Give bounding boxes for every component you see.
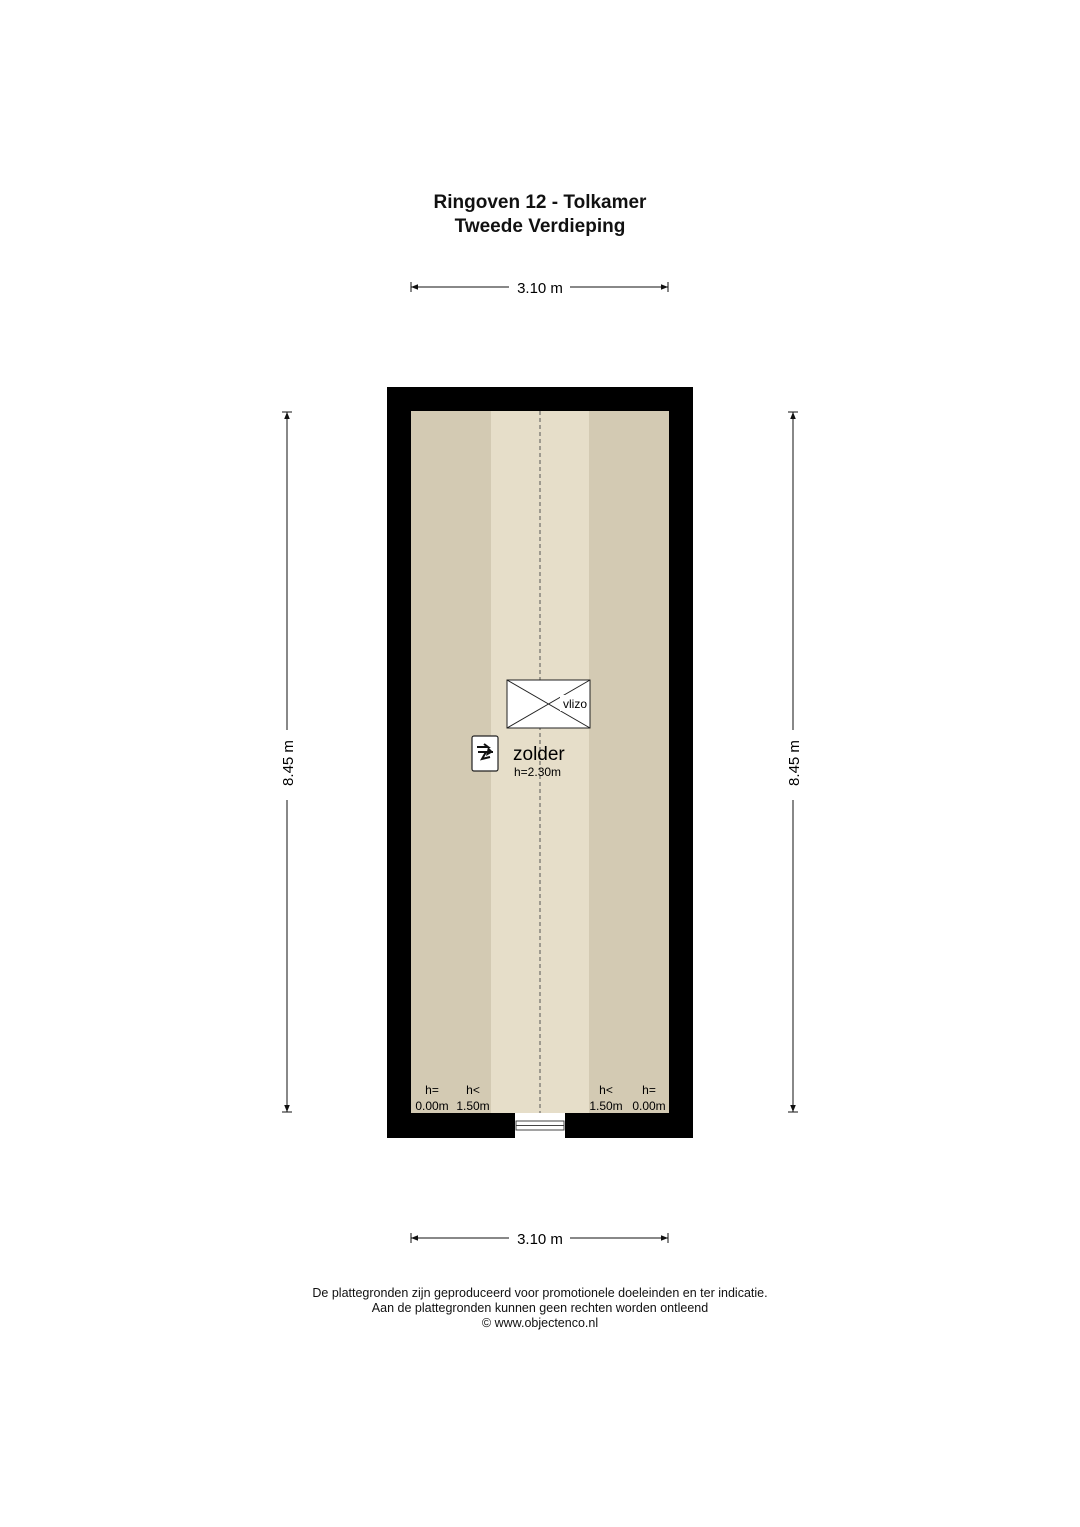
height-marker-prefix: h= [425,1083,439,1097]
height-marker-value: 0.00m [415,1099,449,1113]
dimension-bottom-label: 3.10 m [517,1231,563,1248]
height-marker-prefix: h< [466,1083,480,1097]
room-height: h=2.30m [514,765,562,779]
dimension-top-label: 3.10 m [517,280,563,297]
stair-direction-icon [472,736,498,771]
attic-hatch [507,680,590,728]
height-marker-value: 1.50m [456,1099,490,1113]
disclaimer-line: Aan de plattegronden kunnen geen rechten worden ontleend [371,1301,709,1315]
room-name: zolder [513,744,565,765]
height-marker-value: 1.50m [589,1099,623,1113]
dimension-top [411,280,668,297]
plan-title: Ringoven 12 - Tolkamer [433,192,647,213]
dimension-left-label: 8.45 m [280,740,297,786]
dimension-bottom [411,1231,668,1248]
height-marker-value: 0.00m [632,1099,666,1113]
floor-low-zone-right [589,411,669,1113]
disclaimer-line: De plattegronden zijn geproduceerd voor promotionele doeleinden en ter indicatie. [312,1286,768,1300]
copyright-line: © www.objectenco.nl [481,1316,599,1330]
door-opening [515,1113,565,1138]
dimension-right-label: 8.45 m [786,740,803,786]
plan-subtitle: Tweede Verdieping [454,216,626,237]
disclaimer [0,1286,1080,1331]
attic-hatch-label: vlizo [562,697,588,711]
height-marker-prefix: h< [599,1083,613,1097]
dimension-left [280,412,297,1112]
dimension-right [786,412,803,1112]
height-marker-prefix: h= [642,1083,656,1097]
